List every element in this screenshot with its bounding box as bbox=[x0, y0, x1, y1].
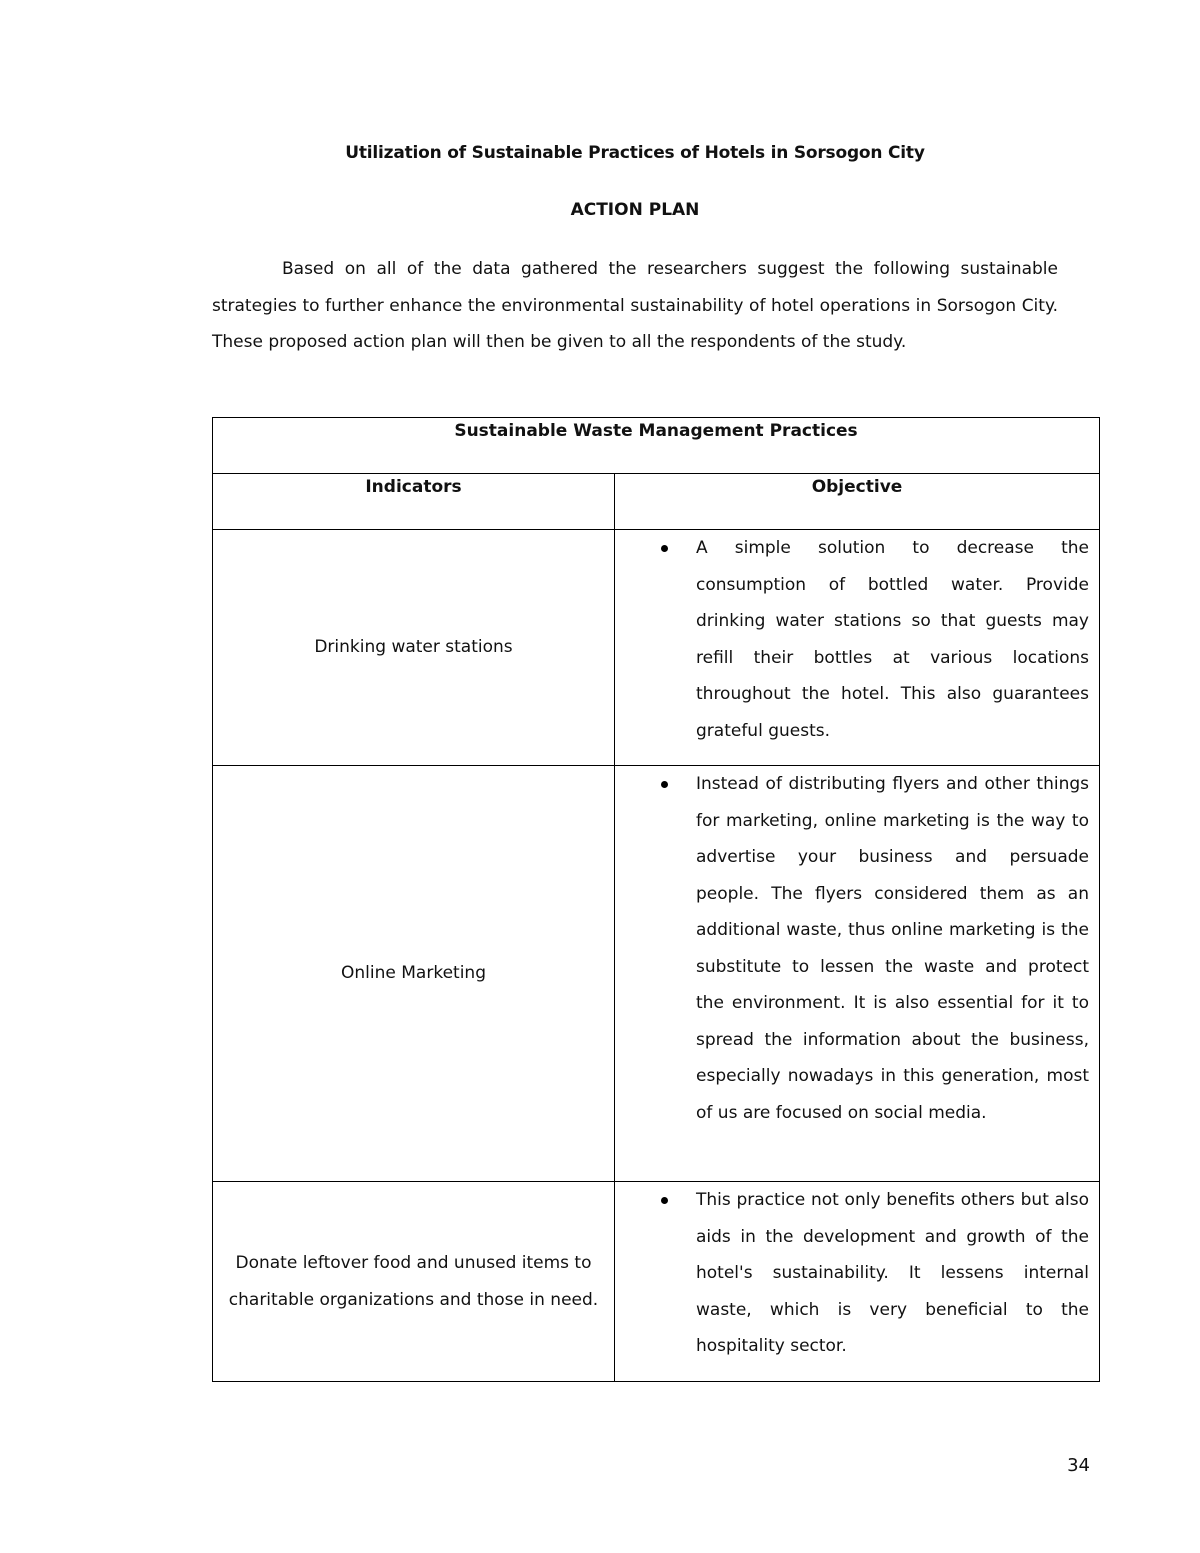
objective-bullet-item bbox=[615, 766, 1089, 1131]
bullet-icon bbox=[661, 545, 668, 552]
section-title: Sustainable Waste Management Practices bbox=[454, 421, 858, 441]
indicator-cell: Donate leftover food and unused items to charitable organizations and those in need. bbox=[213, 1182, 615, 1382]
indicators-header: Indicators bbox=[365, 477, 462, 497]
objective-header-cell bbox=[615, 474, 1100, 530]
action-plan-heading: ACTION PLAN bbox=[570, 200, 700, 220]
objective-cell bbox=[615, 766, 1100, 1182]
table-section-row bbox=[213, 418, 1100, 474]
table-header-row bbox=[213, 474, 1100, 530]
table-row bbox=[213, 1182, 1100, 1382]
table-row bbox=[213, 766, 1100, 1182]
objective-text: Instead of distributing flyers and other things for marketing, online marketing is the way to advertise your business and persuade people. The flyers considered them as an additional waste, thus online marketing is the substitute to lessen the waste and protect the environment. It is also essential for it to spread the information about the business, especially nowadays in this generation, most of us are focused on social media. bbox=[696, 774, 1089, 1123]
objective-text: This practice not only benefits others but also aids in the development and growth of the hotel's sustainability. It lessens internal waste, which is very beneficial to the hospitality sector. bbox=[696, 1190, 1089, 1356]
objective-bullet-item bbox=[615, 1182, 1089, 1365]
indicator-cell: Online Marketing bbox=[213, 766, 615, 1182]
indicators-header-cell bbox=[213, 474, 615, 530]
bullet-icon bbox=[661, 781, 668, 788]
objective-bullet-item bbox=[615, 530, 1089, 749]
bullet-icon bbox=[661, 1197, 668, 1204]
document-title: Utilization of Sustainable Practices of Hotels in Sorsogon City bbox=[345, 143, 925, 163]
page-number: 34 bbox=[1067, 1455, 1090, 1476]
table-row bbox=[213, 530, 1100, 766]
indicator-cell: Drinking water stations bbox=[213, 530, 615, 766]
section-title-cell bbox=[213, 418, 1100, 474]
action-plan-table bbox=[212, 417, 1100, 1382]
objective-cell bbox=[615, 530, 1100, 766]
objective-text: A simple solution to decrease the consumption of bottled water. Provide drinking water stations so that guests may refill their bottles at various locations throughout the hotel. This also guarantees grateful guests. bbox=[696, 538, 1089, 741]
objective-header: Objective bbox=[811, 477, 903, 497]
intro-paragraph: Based on all of the data gathered the researchers suggest the following sustainable strategies to further enhance the environmental sustainability of hotel operations in Sorsogon City. These proposed action plan will then be given to all the respondents of the study. bbox=[212, 259, 1058, 352]
objective-cell bbox=[615, 1182, 1100, 1382]
